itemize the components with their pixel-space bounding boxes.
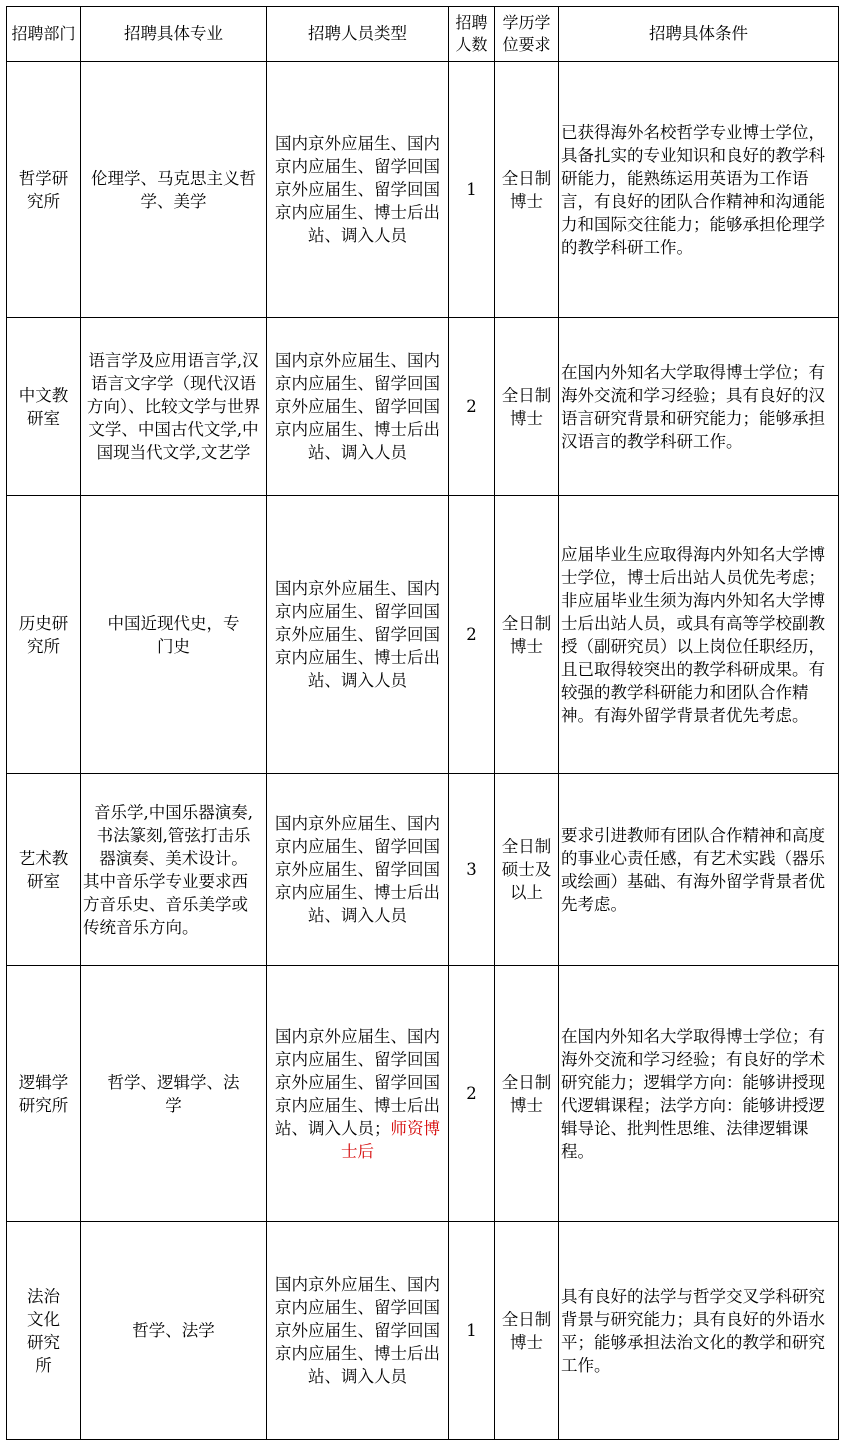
count-cell: 1 <box>449 1222 495 1440</box>
major-text: 音乐学,中国乐器演奏,书法篆刻,管弦打击乐器演奏、美术设计。 <box>94 802 253 868</box>
degree-cell: 全日制博士 <box>495 496 559 774</box>
count-cell: 2 <box>449 496 495 774</box>
dept-cell: 哲学研究所 <box>7 62 81 318</box>
type-text: 国内京外应届生、国内京内应届生、留学回国京外应届生、留学回国京内应届生、博士后出站、调入人员 <box>275 579 440 690</box>
header-major: 招聘具体专业 <box>81 7 267 62</box>
degree-cell: 全日制博士 <box>495 966 559 1222</box>
major-cell: 中国近现代史，专门史 <box>81 496 267 774</box>
major-cell: 哲学、逻辑学、法学 <box>81 966 267 1222</box>
table-row <box>7 1222 839 1440</box>
type-cell <box>267 774 449 966</box>
table-row <box>7 318 839 496</box>
type-cell <box>267 496 449 774</box>
header-degree: 学历学位要求 <box>495 7 559 62</box>
table-row <box>7 62 839 318</box>
major-cell: 哲学、法学 <box>81 1222 267 1440</box>
type-cell <box>267 1222 449 1440</box>
conditions-cell: 在国内外知名大学取得博士学位；有海外交流和学习经验；具有良好的汉语言研究背景和研究能力；能够承担汉语言的教学科研工作。 <box>559 318 839 496</box>
major-cell: 伦理学、马克思主义哲学、美学 <box>81 62 267 318</box>
type-text: 国内京外应届生、国内京内应届生、留学回国京外应届生、留学回国京内应届生、博士后出站、调入人员 <box>275 134 440 245</box>
degree-cell: 全日制博士 <box>495 1222 559 1440</box>
header-conditions: 招聘具体条件 <box>559 7 839 62</box>
dept-cell: 逻辑学研究所 <box>7 966 81 1222</box>
type-cell <box>267 966 449 1222</box>
header-row <box>7 7 839 62</box>
conditions-cell: 具有良好的法学与哲学交叉学科研究背景与研究能力；具有良好的外语水平；能够承担法治文化的教学和研究工作。 <box>559 1222 839 1440</box>
count-cell: 2 <box>449 966 495 1222</box>
header-dept: 招聘部门 <box>7 7 81 62</box>
recruitment-table <box>6 6 839 1440</box>
conditions-cell: 已获得海外名校哲学专业博士学位，具备扎实的专业知识和良好的教学科研能力，能熟练运用英语为工作语言，有良好的团队合作精神和沟通能力和国际交往能力；能够承担伦理学的教学科研工作。 <box>559 62 839 318</box>
count-cell: 1 <box>449 62 495 318</box>
dept-cell: 法治文化研究所 <box>7 1222 81 1440</box>
conditions-cell: 要求引进教师有团队合作精神和高度的事业心责任感，有艺术实践（器乐或绘画）基础、有海外留学背景者优先考虑。 <box>559 774 839 966</box>
type-cell <box>267 318 449 496</box>
degree-cell: 全日制博士 <box>495 62 559 318</box>
type-text: 国内京外应届生、国内京内应届生、留学回国京外应届生、留学回国京内应届生、博士后出站、调入人员； <box>275 1026 440 1138</box>
dept-cell: 历史研究所 <box>7 496 81 774</box>
header-count: 招聘人数 <box>449 7 495 62</box>
type-highlight: 师资博士后 <box>341 1118 440 1161</box>
table-row <box>7 966 839 1222</box>
conditions-cell: 应届毕业生应取得海内外知名大学博士学位，博士后出站人员优先考虑；非应届毕业生须为海内外知名大学博士后出站人员，或具有高等学校副教授（副研究员）以上岗位任职经历，且已取得较突出的教学科研成果。有较强的教学科研能力和团队合作精神。有海外留学背景者优先考虑。 <box>559 496 839 774</box>
count-cell: 3 <box>449 774 495 966</box>
type-cell <box>267 62 449 318</box>
type-text: 国内京外应届生、国内京内应届生、留学回国京外应届生、留学回国京内应届生、博士后出站、调入人员 <box>275 351 440 462</box>
major-note: 其中音乐学专业要求西方音乐史、音乐美学或传统音乐方向。 <box>83 871 248 937</box>
major-cell <box>81 774 267 966</box>
dept-cell: 艺术教研室 <box>7 774 81 966</box>
conditions-cell: 在国内外知名大学取得博士学位；有海外交流和学习经验；有良好的学术研究能力；逻辑学方向：能够讲授现代逻辑课程；法学方向：能够讲授逻辑导论、批判性思维、法律逻辑课程。 <box>559 966 839 1222</box>
degree-cell: 全日制博士 <box>495 318 559 496</box>
type-text: 国内京外应届生、国内京内应届生、留学回国京外应届生、留学回国京内应届生、博士后出站、调入人员 <box>275 1275 440 1386</box>
major-cell: 语言学及应用语言学,汉语言文字学（现代汉语方向）、比较文学与世界文学、中国古代文学,中国现当代文学,文艺学 <box>81 318 267 496</box>
type-text: 国内京外应届生、国内京内应届生、留学回国京外应届生、留学回国京内应届生、博士后出站、调入人员 <box>275 814 440 925</box>
table-row <box>7 496 839 774</box>
degree-cell: 全日制硕士及以上 <box>495 774 559 966</box>
table-row <box>7 774 839 966</box>
count-cell: 2 <box>449 318 495 496</box>
dept-cell: 中文教研室 <box>7 318 81 496</box>
header-type: 招聘人员类型 <box>267 7 449 62</box>
